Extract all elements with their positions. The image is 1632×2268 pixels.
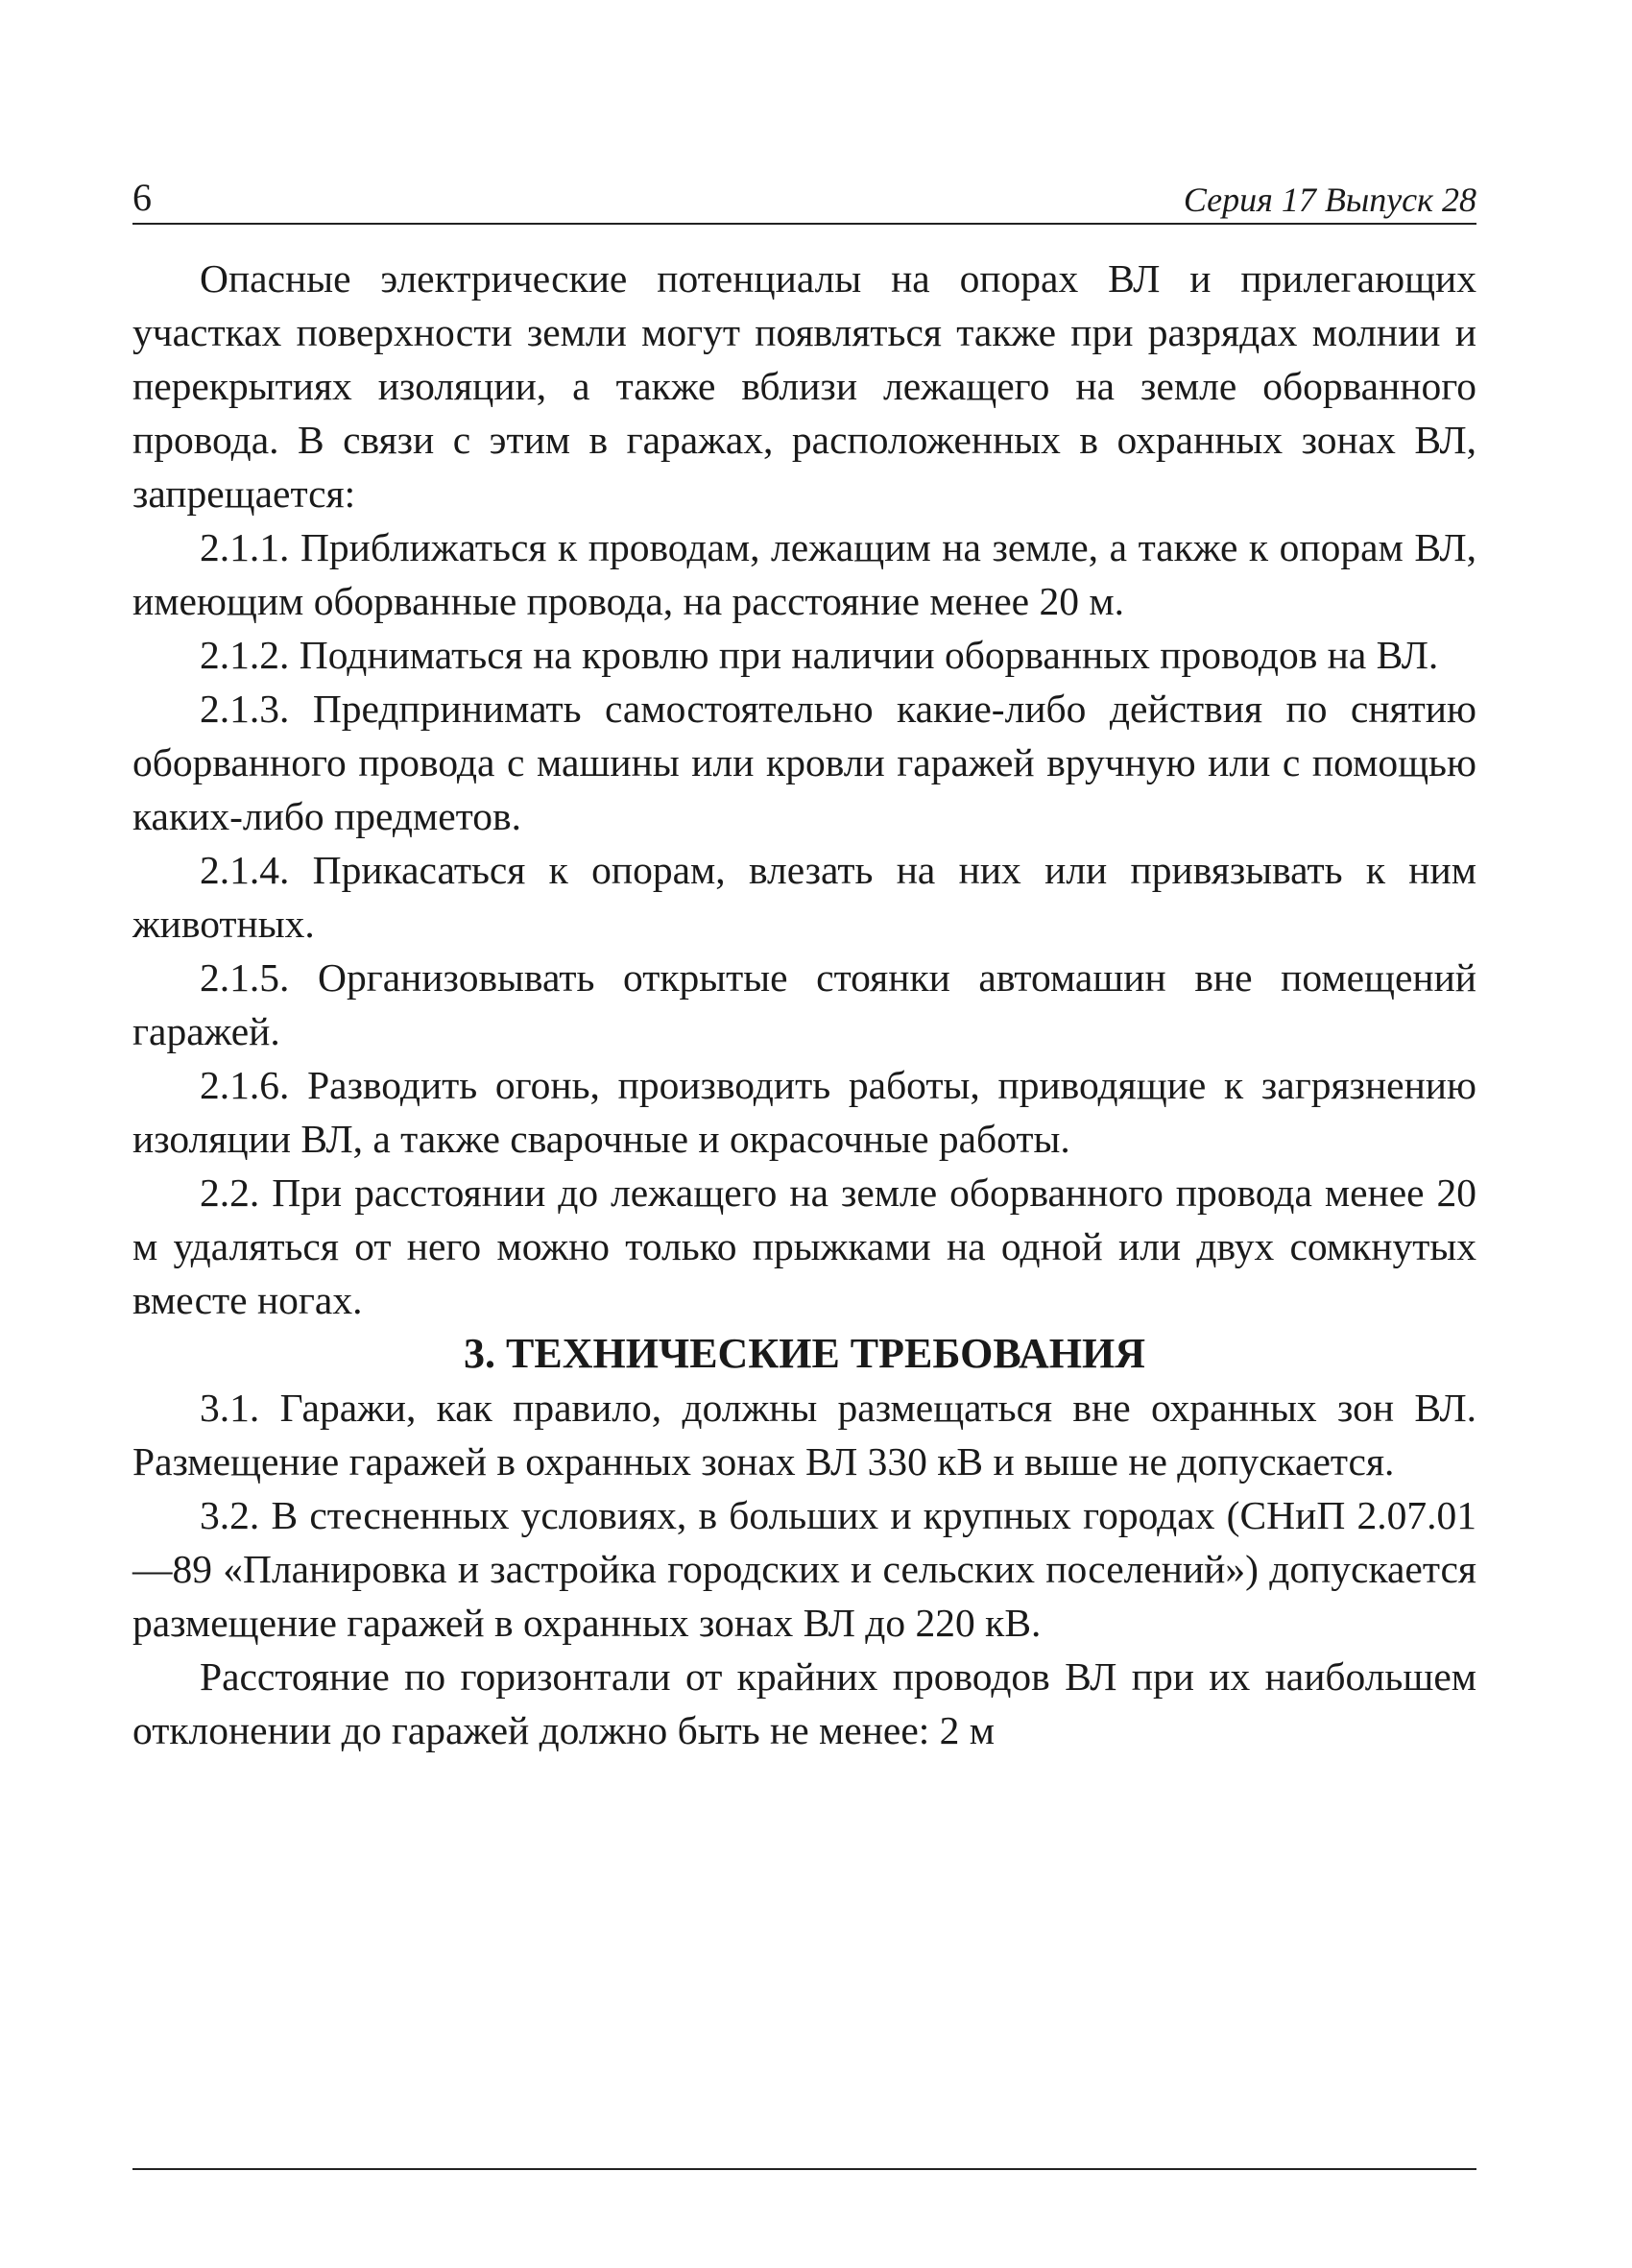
paragraph-2-1-4: 2.1.4. Прикасаться к опорам, влезать на них или привязывать к ним животных.	[132, 848, 1476, 946]
paragraph-2-1-3: 2.1.3. Предпринимать самостоятельно какие-либо действия по снятию оборванного провода с машины или кровли гаражей вручную или с помощью каких-либо предметов.	[132, 687, 1476, 838]
paragraph-2-1-6: 2.1.6. Разводить огонь, производить работы, приводящие к загрязнению изоляции ВЛ, а также сварочные и окрасочные работы.	[132, 1063, 1476, 1161]
document-body	[132, 252, 1476, 1757]
footer-rule	[132, 2168, 1476, 2170]
running-head: Серия 17 Выпуск 28	[1183, 181, 1476, 219]
paragraph-2-2: 2.2. При расстоянии до лежащего на земле оборванного провода менее 20 м удаляться от него можно только прыжками на одной или двух сомкнутых вместе ногах.	[132, 1170, 1476, 1322]
paragraph-intro: Опасные электрические потенциалы на опорах ВЛ и прилегающих участках поверхности земли могут появляться также при разрядах молнии и перекрытиях изоляции, а также вблизи лежащего на земле оборванного провода. В связи с этим в гаражах, расположенных в охранных зонах ВЛ, запрещается:	[132, 256, 1476, 516]
page-number: 6	[132, 176, 152, 219]
paragraph-2-1-1: 2.1.1. Приближаться к проводам, лежащим на земле, а также к опорам ВЛ, имеющим оборванные провода, на расстояние менее 20 м.	[132, 525, 1476, 623]
section-title: 3. ТЕХНИЧЕСКИЕ ТРЕБОВАНИЯ	[464, 1330, 1145, 1377]
paragraph-2-1-2: 2.1.2. Подниматься на кровлю при наличии оборванных проводов на ВЛ.	[200, 633, 1439, 677]
paragraph-3-2: 3.2. В стесненных условиях, в больших и крупных городах (СНиП 2.07.01—89 «Планировка и застройка городских и сельских поселений») допускается размещение гаражей в охранных зонах ВЛ до 220 кВ.	[132, 1493, 1476, 1645]
paragraph-3-1: 3.1. Гаражи, как правило, должны размещаться вне охранных зон ВЛ. Размещение гаражей в охранных зонах ВЛ 330 кВ и выше не допускается.	[132, 1386, 1476, 1484]
paragraph-2-1-5: 2.1.5. Организовывать открытые стоянки автомашин вне помещений гаражей.	[132, 955, 1476, 1053]
paragraph-distance: Расстояние по горизонтали от крайних проводов ВЛ при их наибольшем отклонении до гаражей должно быть не менее: 2 м	[132, 1654, 1476, 1752]
page-header	[132, 173, 1476, 225]
